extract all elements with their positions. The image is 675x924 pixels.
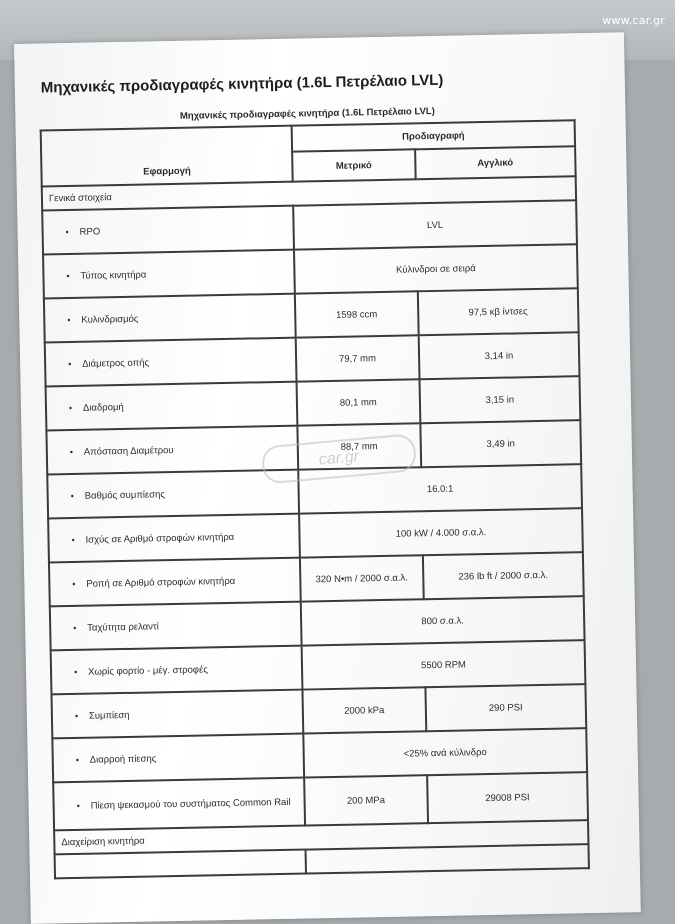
section-general: Γενικά στοιχεία <box>42 176 576 210</box>
spec-value-combined: 5500 RPM <box>302 640 586 689</box>
section-management: Διαχείριση κινητήρα <box>54 820 588 854</box>
spec-value-english: 3,15 in <box>419 376 580 423</box>
bullet-icon: • <box>65 226 69 237</box>
spec-value-metric: 79,7 mm <box>296 335 420 381</box>
spec-value-metric: 1598 ccm <box>295 291 419 337</box>
spec-value-metric: 320 N•m / 2000 σ.α.λ. <box>300 555 424 601</box>
spec-value-english: 290 PSI <box>425 684 586 731</box>
spec-table-container <box>39 99 590 879</box>
spec-name-cell <box>50 602 302 651</box>
bullet-icon: • <box>70 490 74 501</box>
bullet-icon: • <box>71 534 75 545</box>
spec-name: Χωρίς φορτίο - μέγ. στροφές <box>87 663 208 678</box>
spec-name: Διάμετρος οπής <box>82 356 150 370</box>
spec-name: Τύπος κινητήρα <box>80 269 147 282</box>
header-specification: Προδιαγραφή <box>292 120 575 151</box>
spec-value-english: 97,5 κβ ίντσες <box>418 288 579 335</box>
spec-name-cell <box>45 338 297 387</box>
spec-name-cell <box>53 778 305 831</box>
bullet-icon: • <box>69 446 74 457</box>
table-caption: Μηχανικές προδιαγραφές κινητήρα (1.6L Πετρέλαιο LVL) <box>179 105 435 122</box>
spec-value-metric: 2000 kPa <box>302 687 426 733</box>
bullet-icon: • <box>67 314 71 325</box>
spec-value-combined: 100 kW / 4.000 σ.α.λ. <box>299 508 583 557</box>
spec-value-combined: 800 σ.α.λ. <box>301 596 585 645</box>
spec-name-cell <box>46 382 298 431</box>
spec-name-cell <box>51 646 303 695</box>
spec-name-cell <box>48 514 300 563</box>
spec-name-cell <box>46 426 298 475</box>
spec-name: Συμπίεση <box>88 709 130 722</box>
spec-name-cell <box>49 558 301 607</box>
spec-value-english: 236 lb ft / 2000 σ.α.λ. <box>423 552 584 599</box>
bullet-icon: • <box>68 402 73 413</box>
spec-value-english: 3,14 in <box>418 332 579 379</box>
spec-value-combined: Κύλινδροι σε σειρά <box>294 244 578 293</box>
spec-value-combined: LVL <box>293 200 577 249</box>
bullet-icon: • <box>74 710 79 721</box>
spec-value-combined: 16.0:1 <box>298 464 582 513</box>
car-gr-watermark-stamp: car.gr <box>261 433 418 485</box>
spec-name: Βαθμός συμπίεσης <box>84 488 166 502</box>
bullet-icon: • <box>73 666 78 677</box>
spec-name-cell <box>52 734 304 783</box>
spec-table <box>40 119 590 879</box>
spec-name: Ισχύς σε Αριθμό στροφών κινητήρα <box>85 531 235 546</box>
bullet-icon: • <box>68 358 72 369</box>
empty-cell <box>305 844 588 873</box>
spec-name: Ταχύτητα ρελαντί <box>87 620 159 634</box>
spec-name-cell <box>47 470 299 519</box>
spec-name-cell <box>44 294 296 343</box>
site-watermark: www.car.gr <box>602 14 665 27</box>
spec-value-metric: 88,7 mm <box>297 423 421 469</box>
spec-value-metric: 200 MPa <box>304 775 428 825</box>
spec-name-cell <box>42 206 294 255</box>
spec-value-combined: <25% ανά κύλινδρο <box>303 728 587 777</box>
header-english: Αγγλικό <box>415 146 576 179</box>
spec-name: Ροπή σε Αριθμό στροφών κινητήρα <box>86 575 236 590</box>
bullet-icon: • <box>73 622 77 633</box>
spec-name: Διαρροή πίεσης <box>89 752 157 766</box>
empty-cell <box>55 850 306 879</box>
bullet-icon: • <box>75 754 79 765</box>
bullet-icon: • <box>66 270 70 281</box>
spec-name: Πίεση ψεκασμού του συστήματος Common Rail <box>90 796 291 812</box>
spec-name: RPO <box>79 225 101 238</box>
spec-sheet-paper <box>14 32 641 924</box>
bullet-icon: • <box>76 800 80 811</box>
spec-value-metric: 80,1 mm <box>297 379 421 425</box>
spec-name: Διαδρομή <box>82 401 124 414</box>
spec-name-cell <box>51 690 303 739</box>
document-title: Μηχανικές προδιαγραφές κινητήρα (1.6L Πετρέλαιο LVL) <box>40 71 444 97</box>
spec-name: Απόσταση Διαμέτρου <box>83 444 174 458</box>
header-application: Εφαρμογή <box>41 126 293 187</box>
spec-name: Κυλινδρισμός <box>81 313 139 326</box>
header-metric: Μετρικό <box>292 149 415 181</box>
spec-rows <box>42 200 588 830</box>
spec-name-cell <box>43 250 295 299</box>
bullet-icon: • <box>72 578 76 589</box>
spec-value-english: 3,49 in <box>420 420 581 467</box>
spec-value-english: 29008 PSI <box>427 772 588 823</box>
